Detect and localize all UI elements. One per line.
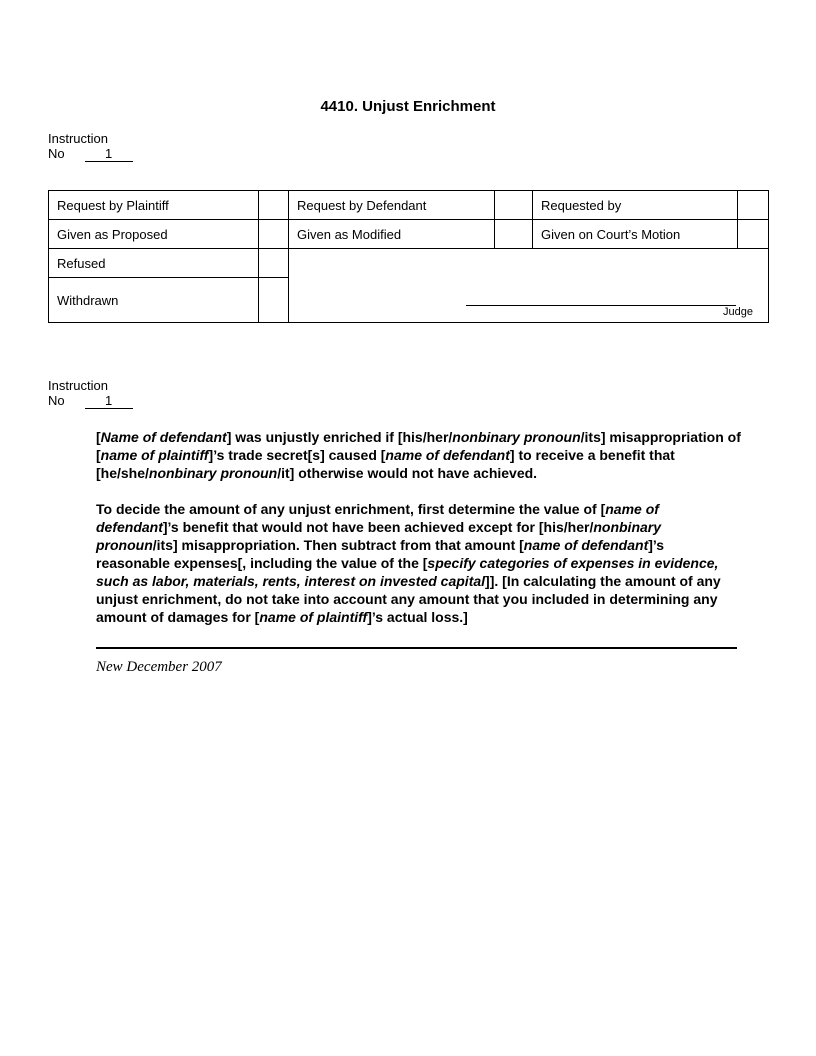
instruction-paragraph: [Name of defendant] was unjustly enriched if [his/her/nonbinary pronoun/its] misappropriation of [name of plaintiff]’s trade secret[s] caused [name of defendant] to receive a benefit that [he/she/nonbinary pronoun/it] otherwise would not have achieved. [96, 429, 741, 481]
cell-given-as-modified: Given as Modified [289, 220, 495, 249]
cell-request-by-plaintiff: Request by Plaintiff [49, 191, 259, 220]
status-box-given-as-proposed [259, 220, 289, 249]
revision-date: New December 2007 [96, 659, 222, 675]
table-row [49, 249, 769, 278]
instruction-no-prefix: No [48, 393, 65, 408]
instruction-paragraph: To decide the amount of any unjust enrichment, first determine the value of [name of defendant]’s benefit that would not have been achieved except for [his/her/nonbinary pronoun/its] misappropriation. Then subtract from that amount [name of defendant]’s reasonable expenses[, including the value of the [specify categories of expenses in evidence, such as labor, materials, rents, interest on invested capital]]. [In calculating the amount of any unjust enrichment, do not take into account any amount that you included in determining any amount of damages for [name of plaintiff]’s actual loss.] [96, 501, 721, 625]
page-title: 4410. Unjust Enrichment [320, 98, 496, 115]
table-row [49, 220, 769, 249]
status-box-request-by-plaintiff [259, 191, 289, 220]
status-box-given-as-modified [495, 220, 533, 249]
judge-label: Judge [723, 306, 753, 318]
instruction-no-prefix: No [48, 146, 65, 161]
status-box-refused [259, 249, 289, 278]
cell-withdrawn: Withdrawn [49, 278, 259, 323]
instruction-number-block-body [48, 378, 816, 409]
footer-divider [96, 647, 737, 649]
cell-refused: Refused [49, 249, 259, 278]
instruction-number-row [48, 393, 816, 409]
cell-given-on-courts-motion: Given on Court’s Motion [533, 220, 738, 249]
instruction-status-table [48, 190, 769, 323]
cell-request-by-defendant: Request by Defendant [289, 191, 495, 220]
cell-given-as-proposed: Given as Proposed [49, 220, 259, 249]
status-box-given-on-courts-motion [738, 220, 769, 249]
instruction-label: Instruction [48, 378, 108, 393]
instruction-number-value: 1 [85, 146, 133, 162]
status-box-request-by-defendant [495, 191, 533, 220]
table-row [49, 191, 769, 220]
status-box-withdrawn [259, 278, 289, 323]
instruction-text [96, 428, 741, 626]
instruction-number-row [48, 146, 816, 162]
cell-requested-by: Requested by [533, 191, 738, 220]
judge-signature-area [289, 249, 769, 323]
status-box-requested-by [738, 191, 769, 220]
instruction-number-block-top [48, 131, 816, 162]
instruction-number-value: 1 [85, 393, 133, 409]
instruction-label: Instruction [48, 131, 108, 146]
